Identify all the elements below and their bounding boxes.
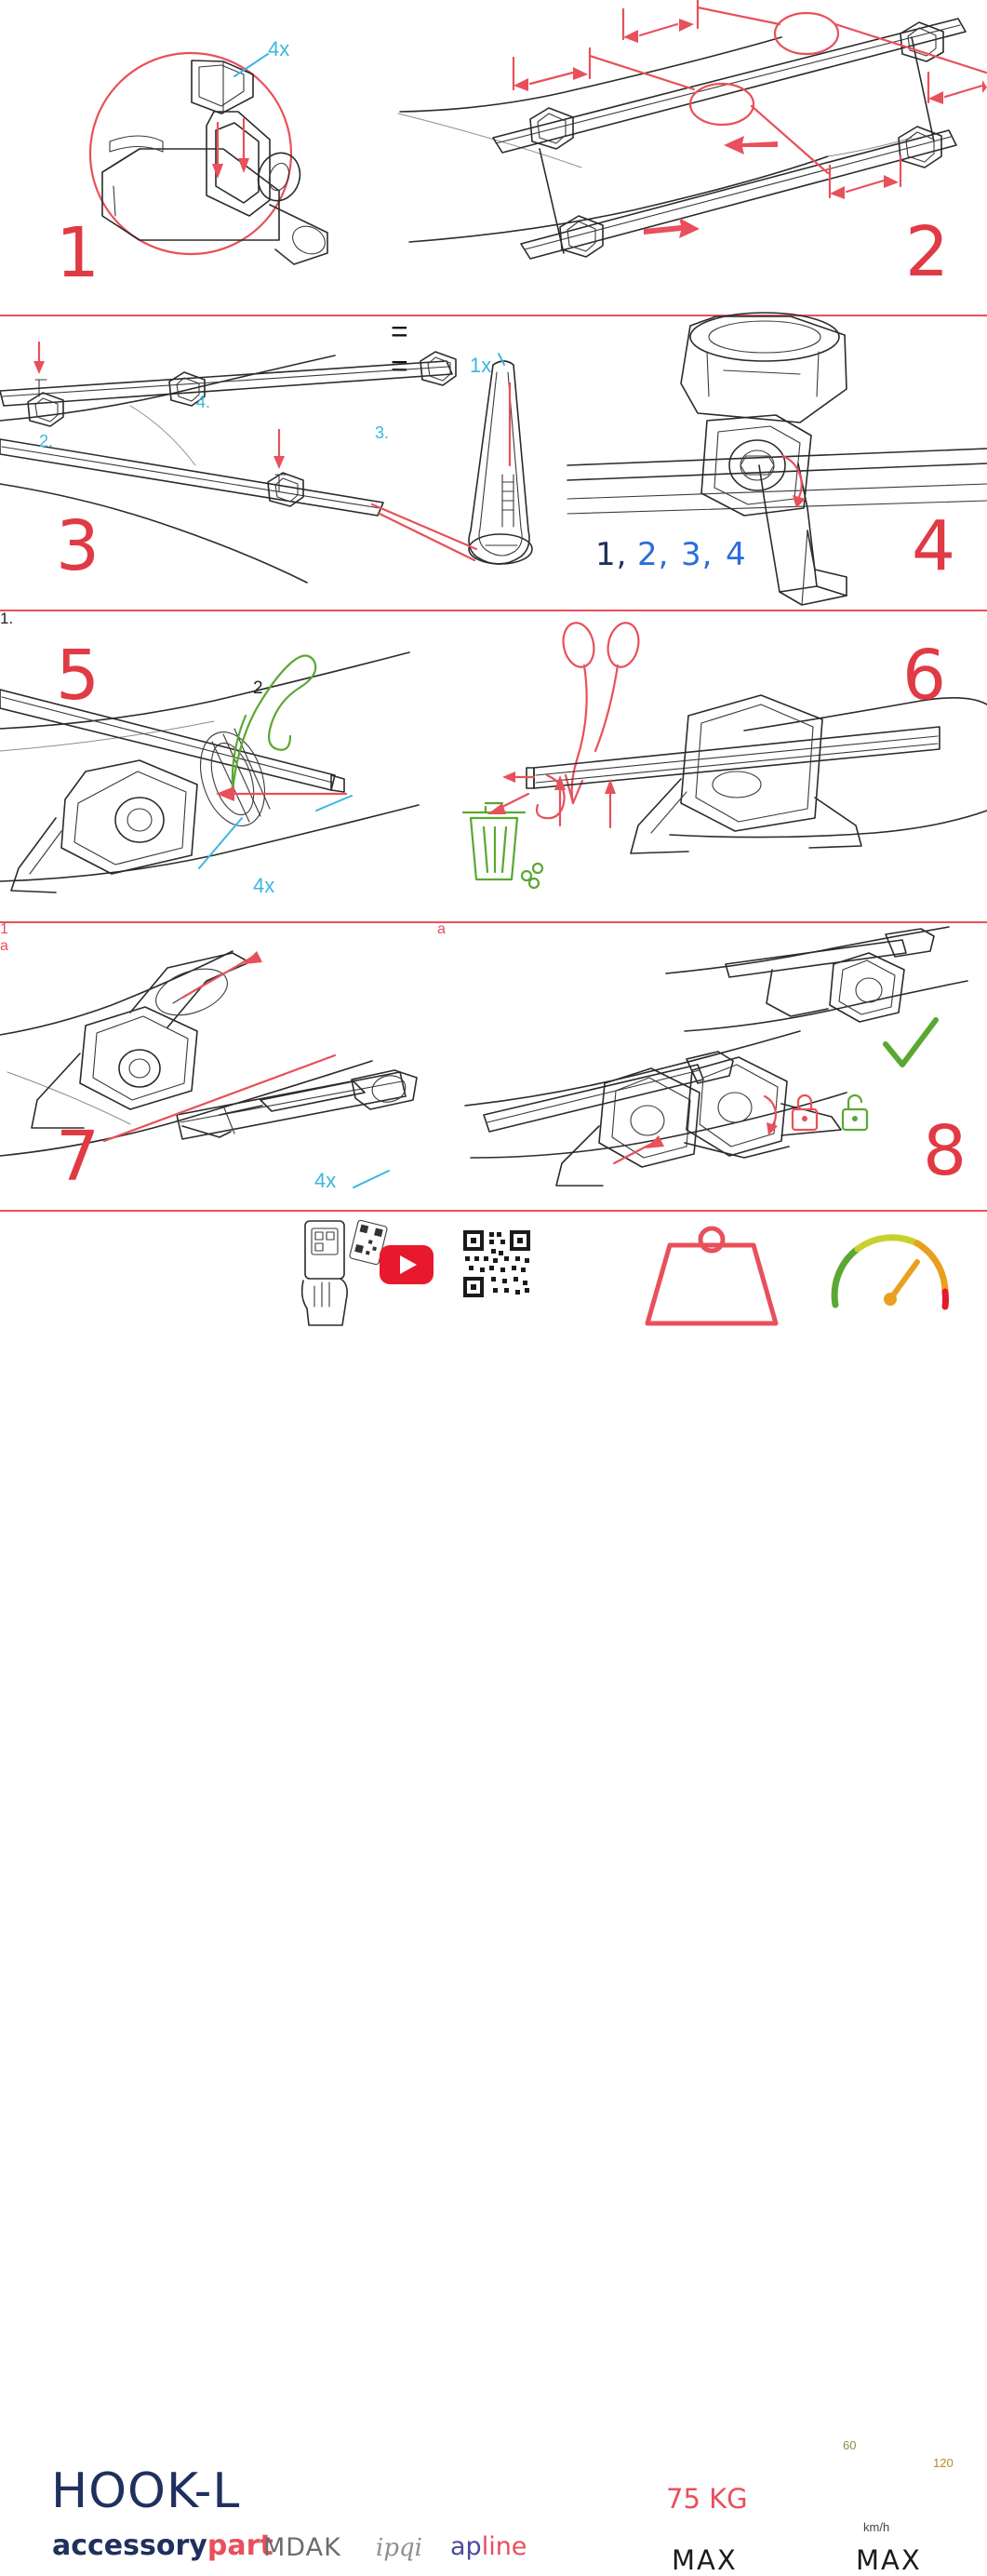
step-6-panel <box>437 611 987 937</box>
step-6-dimension-a: a <box>437 921 446 937</box>
step-4-order-1: 1, <box>595 536 628 573</box>
step-3-sequence-1: 1. <box>0 610 14 627</box>
brand-tagline <box>52 2529 273 2562</box>
step-4-order-2: 2, <box>637 536 670 573</box>
step-5-dimension-a: a <box>0 938 8 954</box>
logo-apline-part2: line <box>481 2532 527 2561</box>
logo-mdak: MDAK <box>263 2533 341 2562</box>
step-5-measure-1: 1 <box>0 921 8 937</box>
step-5-number: 5 <box>56 636 99 716</box>
step-8-panel <box>465 923 987 1210</box>
step-8-number: 8 <box>923 1111 966 1191</box>
step-4-order-3: 3, <box>681 536 714 573</box>
brand-tagline-accessory: accessory <box>52 2529 207 2562</box>
step-2-number: 2 <box>905 212 948 292</box>
gauge-max-label: 120 <box>933 2456 954 2470</box>
product-title: HOOK-L <box>51 2463 241 2519</box>
step-6-number: 6 <box>902 636 945 716</box>
step-2-equal-sign-right: = <box>391 315 408 348</box>
step-1-quantity-label: 4x <box>268 37 290 60</box>
step-1-panel <box>0 0 391 315</box>
logo-apline-part1: ap <box>450 2532 482 2561</box>
step-5-quantity-label: 4x <box>253 874 275 897</box>
step-7-quantity-label: 4x <box>314 1169 337 1192</box>
step-3-sequence-4: 4. <box>196 393 211 411</box>
step-1-number: 1 <box>56 213 99 293</box>
step-3-sequence-2: 2. <box>39 432 54 450</box>
step-3-number: 3 <box>56 506 99 586</box>
logo-ipqi: ipqi <box>376 2534 422 2562</box>
step-7-panel <box>0 923 465 1210</box>
step-4-panel <box>567 316 987 610</box>
footer-panel <box>0 1212 987 2576</box>
brand-tagline-part: part <box>207 2529 273 2562</box>
step-5-panel <box>0 611 437 954</box>
logo-apline <box>450 2532 527 2561</box>
speed-limit-label: MAX <box>856 2544 922 2576</box>
speed-limit-unit: km/h <box>863 2520 890 2534</box>
step-3-sequence-3: 3. <box>375 423 390 442</box>
step-2-equal-sign-left: = <box>391 349 408 382</box>
step-4-number: 4 <box>912 506 954 586</box>
step-5-measure-2: 2 <box>253 678 263 698</box>
step-4-order-4: 4 <box>726 536 747 573</box>
load-limit-value: 75 KG <box>666 2483 748 2515</box>
step-3-quantity-label: 1x <box>470 354 492 377</box>
gauge-min-label: 60 <box>843 2438 857 2452</box>
step-7-number: 7 <box>56 1117 99 1197</box>
step-3-panel <box>0 316 567 627</box>
load-limit-label: MAX <box>672 2544 738 2576</box>
